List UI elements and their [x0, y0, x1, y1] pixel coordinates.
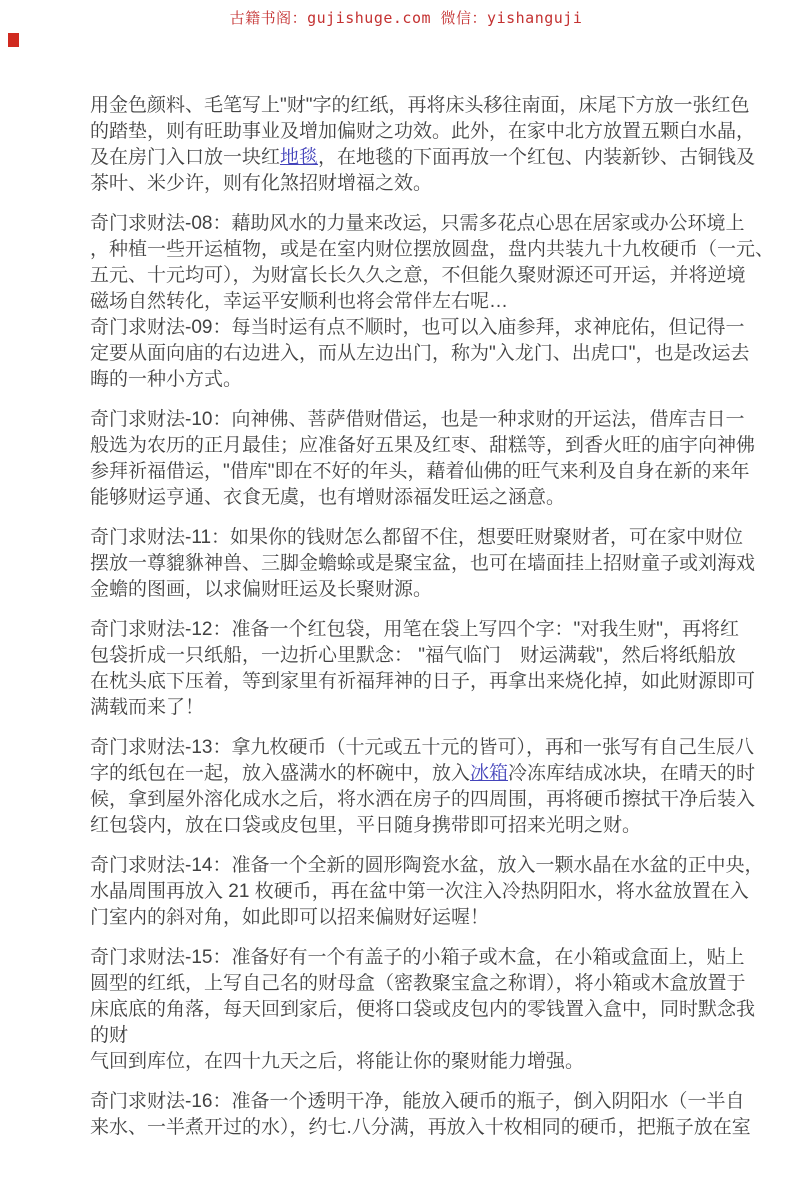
text-line — [90, 577, 742, 603]
text-line — [90, 971, 746, 997]
text-segment: 的财 — [90, 1025, 129, 1046]
text-line — [90, 367, 742, 393]
document-content — [90, 93, 775, 1141]
text-segment: 晦的一种小方式。 — [90, 369, 243, 390]
text-segment: 字的纸包在一起，放入盛满水的杯碗中，放入 — [90, 763, 471, 784]
paragraph — [90, 1089, 751, 1141]
text-segment: 包袋折成一只纸船，一边折心里默念： "福气临门 财运满载"，然后将纸船放 — [90, 645, 736, 666]
paragraph — [90, 407, 756, 511]
text-line — [90, 171, 742, 197]
text-segment: 奇门求财法-10：向神佛、菩萨借财借运，也是一种求财的开运法，借库吉日一 — [90, 409, 745, 430]
text-line — [90, 695, 742, 721]
text-segment: 圆型的红纸，上写自己名的财母盒（密教聚宝盒之称谓），将小箱或木盒放置于 — [90, 973, 746, 994]
text-line — [90, 735, 754, 761]
text-line — [90, 407, 745, 433]
text-segment: 摆放一尊貔貅神兽、三脚金蟾蜍或是聚宝盆，也可在墙面挂上招财童子或刘海戏 — [90, 553, 756, 574]
text-line — [90, 813, 742, 839]
text-line — [90, 617, 742, 643]
text-line — [90, 997, 756, 1023]
red-mark — [8, 33, 19, 47]
text-line — [90, 551, 756, 577]
text-line — [90, 905, 742, 931]
text-segment: 五元、十元均可），为财富长长久久之意，不但能久聚财源还可开运，并将逆境 — [90, 265, 746, 286]
text-line — [90, 853, 764, 879]
text-line — [90, 93, 750, 119]
text-line — [90, 341, 750, 367]
paragraph — [90, 617, 756, 721]
text-segment: 般选为农历的正月最佳；应准备好五果及红枣、甜糕等，到香火旺的庙宇向神佛 — [90, 435, 756, 456]
text-line — [90, 237, 775, 263]
text-segment: 奇门求财法-09：每当时运有点不顺时，也可以入庙参拜，求神庇佑，但记得一 — [90, 317, 745, 338]
text-line — [90, 485, 742, 511]
text-segment: 奇门求财法-16：准备一个透明干净，能放入硬币的瓶子，倒入阴阳水（一半自 — [90, 1091, 745, 1112]
text-segment: 及在房门入口放一块红 — [90, 147, 281, 168]
text-segment: 奇门求财法-15：准备好有一个有盖子的小箱子或木盒，在小箱或盒面上，贴上 — [90, 947, 745, 968]
text-segment: 奇门求财法-14：准备一个全新的圆形陶瓷水盆，放入一颗水晶在水盆的正中央， — [90, 855, 764, 876]
paragraph — [90, 211, 775, 315]
text-line — [90, 761, 756, 787]
text-line — [90, 643, 742, 669]
text-segment: 定要从面向庙的右边进入，而从左边出门，称为"入龙门、出虎口"，也是改运去 — [90, 343, 750, 364]
text-line — [90, 145, 756, 171]
text-line — [90, 433, 756, 459]
text-line — [90, 459, 750, 485]
text-line — [90, 289, 742, 315]
text-segment: 床底底的角落，每天回到家后，便将口袋或皮包内的零钱置入盒中，同时默念我 — [90, 999, 756, 1020]
text-line — [90, 1049, 742, 1075]
text-segment: ，种植一些开运植物，或是在室内财位摆放圆盘，盘内共装九十九枚硬币（一元、 — [90, 239, 775, 260]
text-segment: 在枕头底下压着，等到家里有祈福拜神的日子，再拿出来烧化掉，如此财源即可 — [90, 671, 756, 692]
text-segment: 奇门求财法-11：如果你的钱财怎么都留不住，想要旺财聚财者，可在家中财位 — [90, 527, 744, 548]
paragraph — [90, 93, 756, 197]
text-segment: 满载而来了！ — [90, 697, 205, 718]
inline-link[interactable]: 冰箱 — [470, 763, 509, 784]
text-segment: 茶叶、米少许，则有化煞招财增福之效。 — [90, 173, 433, 194]
text-segment: 奇门求财法-08：藉助风水的力量来改运，只需多花点心思在居家或办公环境上 — [90, 213, 745, 234]
text-segment: 参拜祈福借运，"借库"即在不好的年头，藉着仙佛的旺气来利及自身在新的来年 — [90, 461, 750, 482]
text-segment: 用金色颜料、毛笔写上"财"字的红纸，再将床头移往南面，床尾下方放一张红色 — [90, 95, 750, 116]
text-line — [90, 211, 745, 237]
inline-link[interactable]: 地毯 — [280, 147, 319, 168]
text-line — [90, 263, 746, 289]
paragraph — [90, 945, 756, 1075]
text-line — [90, 525, 742, 551]
text-line — [90, 945, 745, 971]
text-line — [90, 315, 745, 341]
text-segment: 候，拿到屋外溶化成水之后，将水洒在房子的四周围，再将硬币擦拭干净后装入 — [90, 789, 756, 810]
paragraph — [90, 735, 756, 839]
text-segment: 能够财运亨通、衣食无虞，也有增财添福发旺运之涵意。 — [90, 487, 566, 508]
text-segment: 冷冻库结成冰块，在晴天的时 — [508, 763, 756, 784]
text-line — [90, 669, 756, 695]
text-segment: 门室内的斜对角，如此即可以招来偏财好运喔！ — [90, 907, 490, 928]
paragraph — [90, 525, 756, 603]
paragraph — [90, 853, 764, 931]
text-segment: 气回到库位，在四十九天之后，将能让你的聚财能力增强。 — [90, 1051, 585, 1072]
text-segment: 的踏垫，则有旺助事业及增加偏财之功效。此外，在家中北方放置五颗白水晶， — [90, 121, 756, 142]
text-line — [90, 879, 749, 905]
text-line — [90, 1023, 742, 1049]
text-line — [90, 119, 756, 145]
text-segment: 来水、一半煮开过的水），约七.八分满，再放入十枚相同的硬币，把瓶子放在室 — [90, 1117, 751, 1138]
text-segment: ，在地毯的下面再放一个红包、内装新钞、古铜钱及 — [318, 147, 756, 168]
text-segment: 奇门求财法-13：拿九枚硬币（十元或五十元的皆可），再和一张写有自己生辰八 — [90, 737, 754, 758]
text-segment: 磁场自然转化，幸运平安顺利也将会常伴左右呢… — [90, 291, 509, 312]
paragraph — [90, 315, 750, 393]
text-segment: 水晶周围再放入 21 枚硬币，再在盆中第一次注入冷热阴阳水，将水盆放置在入 — [90, 881, 749, 902]
text-line — [90, 1115, 751, 1141]
text-segment: 红包袋内，放在口袋或皮包里，平日随身携带即可招来光明之财。 — [90, 815, 642, 836]
text-line — [90, 1089, 745, 1115]
text-segment: 金蟾的图画，以求偏财旺运及长聚财源。 — [90, 579, 433, 600]
text-line — [90, 787, 756, 813]
text-segment: 奇门求财法-12：准备一个红包袋，用笔在袋上写四个字："对我生财"，再将红 — [90, 619, 739, 640]
site-header: 古籍书阁：gujishuge.com 微信：yishanguji — [229, 9, 583, 27]
